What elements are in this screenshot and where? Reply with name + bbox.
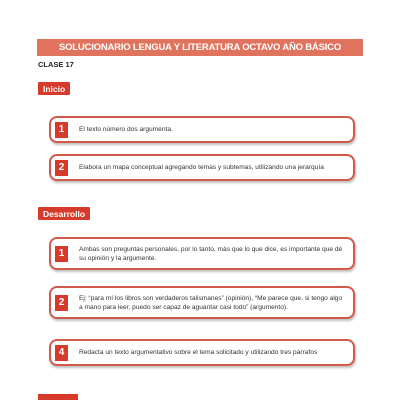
- section-tag-label: Inicio: [43, 83, 66, 94]
- activity-card-inicio-2: [49, 154, 355, 181]
- activity-card-desarrollo-1: [49, 237, 355, 270]
- section-tag-label: Desarrollo: [43, 208, 86, 219]
- activity-number: 2: [55, 295, 68, 311]
- section-tag-inicio: [38, 82, 70, 95]
- activity-text: Ambas son preguntas personales, por lo tanto, más que lo que dice, es importante que dé su opinión y la argumente.: [79, 245, 343, 262]
- document-title: SOLUCIONARIO LENGUA Y LITERATURA OCTAVO AÑO BÁSICO: [58, 42, 342, 53]
- section-tag-cierre-partial: [38, 394, 78, 400]
- activity-text: Elabora un mapa conceptual agregando temas y subtemas, utilizando una jerarquía: [79, 164, 324, 171]
- activity-text: Redacta un texto argumentativo sobre el tema solicitado y utilizando tres párrafos: [79, 349, 318, 356]
- activity-card-desarrollo-2: [49, 286, 355, 319]
- activity-card-desarrollo-4: [49, 339, 355, 366]
- activity-number: 2: [55, 160, 68, 176]
- activity-number: 1: [55, 246, 68, 262]
- activity-text: Ej: “para mí los libros son verdaderos talismanes” (opinión), “Me parece que, si tengo algo a mano para leer, puedo ser capaz de aguantar casi todo” (argumento).: [79, 294, 343, 311]
- section-tag-desarrollo: [38, 207, 90, 220]
- document-title-banner: [37, 39, 363, 56]
- activity-number: 4: [55, 345, 68, 361]
- activity-text: El texto número dos argumenta.: [79, 126, 173, 133]
- activity-card-inicio-1: [49, 116, 355, 143]
- activity-number: 1: [55, 122, 68, 138]
- class-label: CLASE 17: [38, 60, 74, 69]
